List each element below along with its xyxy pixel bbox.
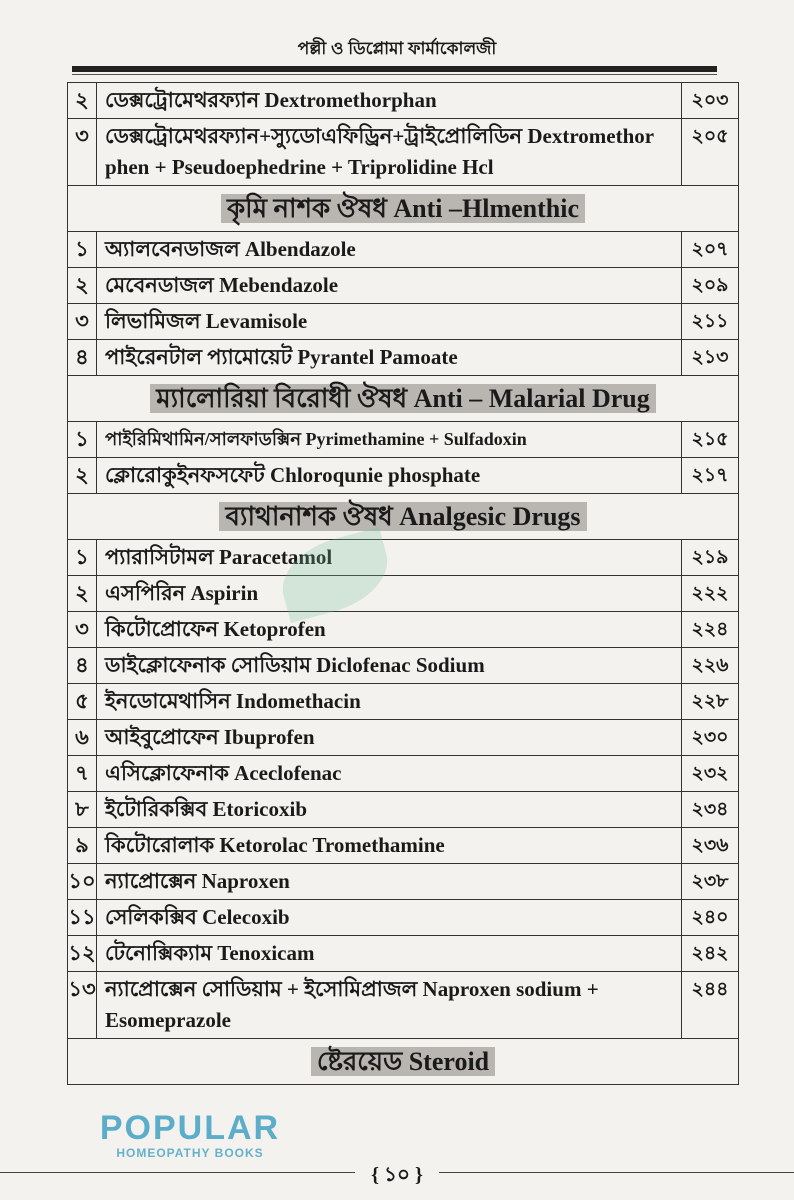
page-ref: ২৪২	[682, 936, 739, 972]
section-heading-row	[68, 376, 739, 422]
page-ref: ২০৯	[682, 268, 739, 304]
drug-name: পাইরিমিথামিন/সালফাডক্সিন Pyrimethamine + Sulfadoxin	[97, 422, 682, 458]
table-row	[68, 648, 739, 684]
page-ref: ২০৩	[682, 83, 739, 119]
serial-number: ৩	[68, 119, 97, 186]
serial-number: ৬	[68, 720, 97, 756]
page-ref: ২১৭	[682, 458, 739, 494]
table-row	[68, 684, 739, 720]
serial-number: ৯	[68, 828, 97, 864]
table-row	[68, 304, 739, 340]
table-row	[68, 900, 739, 936]
page-number: { ১০ }	[371, 1164, 423, 1186]
serial-number: ৪	[68, 648, 97, 684]
table-row	[68, 864, 739, 900]
drug-name: ইটোরিকক্সিব Etoricoxib	[97, 792, 682, 828]
table-row	[68, 936, 739, 972]
drug-name: কিটোপ্রোফেন Ketoprofen	[97, 612, 682, 648]
page-ref: ২৩৮	[682, 864, 739, 900]
serial-number: ২	[68, 576, 97, 612]
table-row	[68, 540, 739, 576]
serial-number: ৪	[68, 340, 97, 376]
page-ref: ২২৮	[682, 684, 739, 720]
drug-name: ডেক্সট্রোমেথরফ্যান Dextromethorphan	[97, 83, 682, 119]
drug-name: আইবুপ্রোফেন Ibuprofen	[97, 720, 682, 756]
drug-name: ক্লোরোকুইনফসফেট Chloroqunie phosphate	[97, 458, 682, 494]
section-heading-row	[68, 186, 739, 232]
section-heading	[68, 376, 739, 422]
drug-name: প্যারাসিটামল Paracetamol	[97, 540, 682, 576]
page-ref: ২৪০	[682, 900, 739, 936]
serial-number: ১২	[68, 936, 97, 972]
table-row	[68, 340, 739, 376]
section-heading-text: ষ্টেরয়েড Steroid	[311, 1047, 495, 1076]
page-ref: ২২৪	[682, 612, 739, 648]
drug-name: এসপিরিন Aspirin	[97, 576, 682, 612]
section-heading-text: ব্যাথানাশক ঔষধ Analgesic Drugs	[219, 502, 586, 531]
serial-number: ২	[68, 458, 97, 494]
footer-rule-right	[439, 1172, 794, 1173]
serial-number: ১৩	[68, 972, 97, 1039]
drug-name: অ্যালবেনডাজল Albendazole	[97, 232, 682, 268]
table-row	[68, 119, 739, 186]
drug-name: টেনোক্সিক্যাম Tenoxicam	[97, 936, 682, 972]
page-ref: ২১৯	[682, 540, 739, 576]
drug-name: ডেক্সট্রোমেথরফ্যান+স্যুডোএফিড্রিন+ট্রাইপ্রোলিডিন Dextromethor phen + Pseudoephedrine + Triprolidine Hcl	[97, 119, 682, 186]
drug-name: লিভামিজল Levamisole	[97, 304, 682, 340]
drug-name: এসিক্লোফেনাক Aceclofenac	[97, 756, 682, 792]
page-ref: ২০৫	[682, 119, 739, 186]
section-heading	[68, 186, 739, 232]
page-ref: ২৩২	[682, 756, 739, 792]
section-heading	[68, 1039, 739, 1085]
section-heading-text: কৃমি নাশক ঔষধ Anti –Hlmenthic	[221, 194, 585, 223]
page-ref: ২৪৪	[682, 972, 739, 1039]
header-rule	[72, 66, 717, 72]
section-heading	[68, 494, 739, 540]
serial-number: ২	[68, 268, 97, 304]
serial-number: ২	[68, 83, 97, 119]
section-heading-text: ম্যালোরিয়া বিরোধী ঔষধ Anti – Malarial Drug	[150, 384, 656, 413]
page-ref: ২০৭	[682, 232, 739, 268]
table-row	[68, 232, 739, 268]
table-row	[68, 458, 739, 494]
table-row	[68, 720, 739, 756]
drug-index-table	[67, 82, 739, 1085]
watermark-line2: HOMEOPATHY BOOKS	[116, 1146, 264, 1160]
table-row	[68, 422, 739, 458]
drug-name: পাইরেনটাল প্যামোয়েট Pyrantel Pamoate	[97, 340, 682, 376]
watermark-logo	[60, 1110, 320, 1160]
serial-number: ৩	[68, 304, 97, 340]
drug-name: সেলিকক্সিব Celecoxib	[97, 900, 682, 936]
serial-number: ৭	[68, 756, 97, 792]
table-row	[68, 612, 739, 648]
serial-number: ৮	[68, 792, 97, 828]
serial-number: ১	[68, 540, 97, 576]
page-ref: ২২২	[682, 576, 739, 612]
page-ref: ২৩০	[682, 720, 739, 756]
serial-number: ১	[68, 422, 97, 458]
serial-number: ১১	[68, 900, 97, 936]
serial-number: ১০	[68, 864, 97, 900]
watermark-line1: POPULAR	[99, 1109, 281, 1147]
table-row	[68, 828, 739, 864]
drug-name: ন্যাপ্রোক্সেন সোডিয়াম + ইসোমিপ্রাজল Naproxen sodium + Esomeprazole	[97, 972, 682, 1039]
page-ref: ২১১	[682, 304, 739, 340]
table-row	[68, 83, 739, 119]
section-heading-row	[68, 494, 739, 540]
drug-name: কিটোরোলাক Ketorolac Tromethamine	[97, 828, 682, 864]
drug-name: ন্যাপ্রোক্সেন Naproxen	[97, 864, 682, 900]
table-row	[68, 268, 739, 304]
page-ref: ২৩৪	[682, 792, 739, 828]
page-ref: ২১৩	[682, 340, 739, 376]
running-header: পল্লী ও ডিপ্লোমা ফার্মাকোলজী	[297, 39, 497, 58]
table-row	[68, 576, 739, 612]
header-rule-thin	[72, 74, 717, 75]
drug-name: ডাইক্লোফেনাক সোডিয়াম Diclofenac Sodium	[97, 648, 682, 684]
footer-rule-left	[0, 1172, 355, 1173]
table-row	[68, 972, 739, 1039]
drug-name: ইনডোমেথাসিন Indomethacin	[97, 684, 682, 720]
page-ref: ২২৬	[682, 648, 739, 684]
serial-number: ৫	[68, 684, 97, 720]
table-row	[68, 792, 739, 828]
section-heading-row	[68, 1039, 739, 1085]
drug-name: মেবেনডাজল Mebendazole	[97, 268, 682, 304]
table-row	[68, 756, 739, 792]
page-ref: ২৩৬	[682, 828, 739, 864]
serial-number: ১	[68, 232, 97, 268]
page-ref: ২১৫	[682, 422, 739, 458]
serial-number: ৩	[68, 612, 97, 648]
